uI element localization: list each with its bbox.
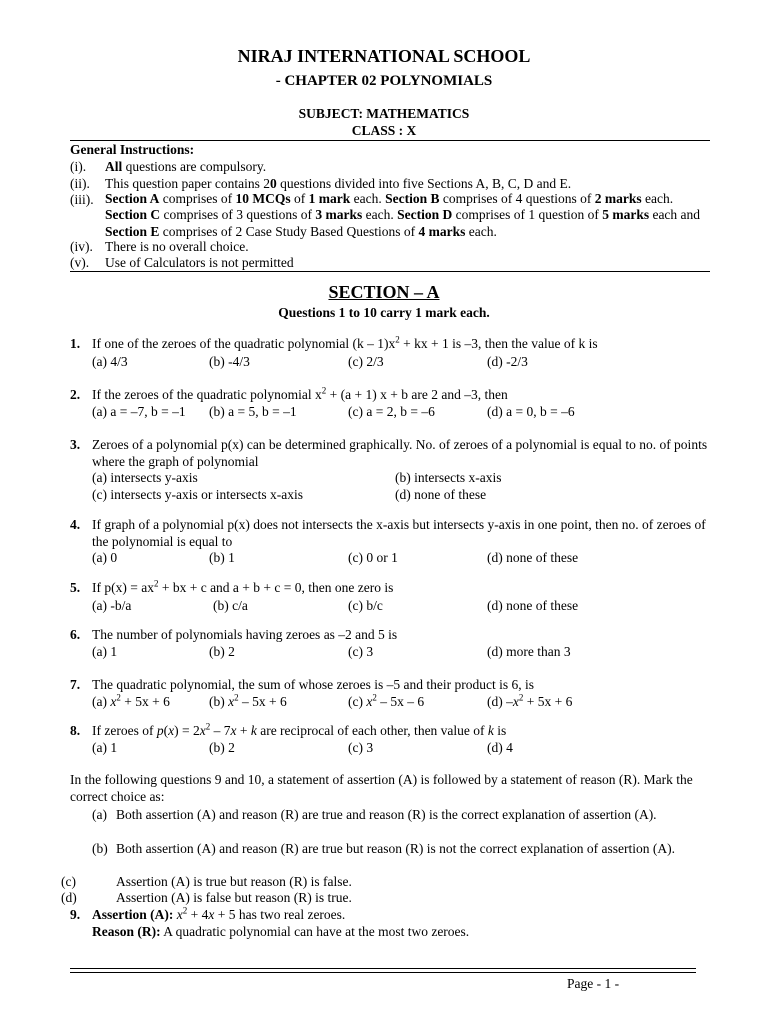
option-c: (c) 3 — [348, 644, 374, 659]
choice-d-text: Assertion (A) is false but reason (R) is true. — [116, 890, 352, 905]
option-b: (b) 2 — [209, 644, 235, 659]
option-d: (d) more than 3 — [487, 644, 571, 659]
instructions-divider — [70, 271, 710, 272]
choice-a-label: (a) — [92, 807, 107, 822]
question-stem: If zeroes of $p(x) = 2x^2 - 7x + k$ are reciprocal of each other, then value of k is — [92, 721, 507, 738]
option-d: (d) -2/3 — [487, 354, 528, 369]
option-a: (a) intersects y-axis — [92, 470, 198, 485]
question-9-assertion — [92, 906, 692, 923]
option-a: (a) 4/3 — [92, 354, 128, 369]
section-title: SECTION – A — [328, 282, 440, 302]
question-number: 4. — [70, 517, 81, 532]
option-d: (d) 4 — [487, 740, 513, 755]
assertion-intro: In the following questions 9 and 10, a statement of assertion (A) is followed by a statement of reason (R). Mark the correct choice as: — [70, 772, 693, 804]
subject-line: SUBJECT: MATHEMATICS — [298, 106, 470, 121]
choice-c-label: (c) — [61, 874, 76, 889]
question-stem: If one of the zeroes of the quadratic polynomial $(k - 1)x^2$ + kx + 1 is –3, then the value of k is — [92, 334, 598, 351]
choice-d-label: (d) — [61, 890, 77, 905]
option-c: (c) b/c — [348, 598, 383, 613]
instruction-number: (iv). — [70, 239, 93, 254]
option-b: (b) -4/3 — [209, 354, 250, 369]
question-number: 5. — [70, 580, 81, 595]
option-b: (b) a = 5, b = –1 — [209, 404, 297, 419]
option-c: (c) a = 2, b = –6 — [348, 404, 435, 419]
question-stem: If $p(x) = ax^2$ + bx + c and a + b + c = 0, then one zero is — [92, 578, 394, 595]
question-stem: Zeroes of a polynomial p(x) can be determined graphically. No. of zeroes of a polynomial is equal to no. of points where the graph of polynomial — [92, 437, 708, 469]
option-c: (c) 0 or 1 — [348, 550, 398, 565]
option-d: (d) none of these — [395, 487, 487, 502]
option-a: (a) a = –7, b = –1 — [92, 404, 186, 419]
instruction-text: There is no overall choice. — [105, 239, 249, 254]
question-number: 1. — [70, 336, 81, 351]
reason-statement: A quadratic polynomial can have at the most two zeroes. — [163, 924, 470, 939]
instructions-heading: General Instructions: — [70, 142, 195, 157]
question-stem: The quadratic polynomial, the sum of whose zeroes is –5 and their product is 6, is — [92, 677, 535, 692]
option-b: (b) 2 — [209, 740, 235, 755]
option-a: (a) 0 — [92, 550, 118, 565]
question-9-reason — [92, 923, 692, 940]
instruction-number: (v). — [70, 255, 90, 270]
option-a: (a) $x^2 + 5x + 6$ — [92, 692, 170, 709]
question-stem: If the zeroes of the quadratic polynomial $x^2 + (a + 1) x + b$ are 2 and –3, then — [92, 385, 508, 402]
option-c: (c) intersects y-axis or intersects x-axis — [92, 487, 304, 502]
instruction-number: (iii). — [70, 192, 94, 207]
instruction-text: All questions are compulsory. — [105, 159, 267, 174]
class-line: CLASS : X — [351, 123, 417, 138]
option-c: (c) $x^2 - 5x - 6$ — [348, 692, 425, 709]
question-9-number: 9. — [70, 907, 81, 922]
option-b: (b) 1 — [209, 550, 235, 565]
question-stem: The number of polynomials having zeroes as –2 and 5 is — [92, 627, 398, 642]
question-number: 6. — [70, 627, 81, 642]
section-subtitle: Questions 1 to 10 carry 1 mark each. — [278, 305, 490, 320]
reason-label: Reason (R): — [92, 924, 161, 939]
school-name: NIRAJ INTERNATIONAL SCHOOL — [237, 46, 531, 66]
question-stem: If graph of a polynomial p(x) does not intersects the x-axis but intersects y-axis in one point, then no. of zeroes of the polynomial is equal to — [92, 517, 706, 549]
option-a: (a) 1 — [92, 644, 118, 659]
question-number: 2. — [70, 387, 81, 402]
instruction-number: (i). — [70, 159, 87, 174]
option-b: (b) $x^2 - 5x + 6$ — [209, 692, 287, 709]
question-number: 8. — [70, 723, 81, 738]
choice-b-label: (b) — [92, 841, 108, 856]
instruction-text: This question paper contains 20 questions divided into five Sections A, B, C, D and E. — [105, 176, 572, 191]
choice-b-text: Both assertion (A) and reason (R) are true but reason (R) is not the correct explanation of assertion (A). — [116, 841, 675, 856]
choice-a-text: Both assertion (A) and reason (R) are true and reason (R) is the correct explanation of assertion (A). — [116, 807, 657, 822]
option-d: (d) a = 0, b = –6 — [487, 404, 575, 419]
option-b: (b) intersects x-axis — [395, 470, 502, 485]
option-a: (a) 1 — [92, 740, 118, 755]
assertion-label: Assertion (A): — [92, 907, 174, 922]
assertion-statement: $x^2 + 4x + 5$ has two real zeroes. — [176, 905, 346, 922]
question-number: 7. — [70, 677, 81, 692]
option-b: (b) c/a — [213, 598, 248, 613]
option-d: (d) none of these — [487, 598, 579, 613]
option-a: (a) -b/a — [92, 598, 132, 613]
option-c: (c) 3 — [348, 740, 374, 755]
option-d: (d) $-x^2 + 5x + 6$ — [487, 692, 573, 709]
instruction-number: (ii). — [70, 176, 90, 191]
chapter-title: - CHAPTER 02 POLYNOMIALS — [275, 73, 493, 89]
footer-divider-bottom — [70, 972, 696, 973]
option-c: (c) 2/3 — [348, 354, 384, 369]
instruction-text: Use of Calculators is not permitted — [105, 255, 294, 270]
choice-c-text: Assertion (A) is true but reason (R) is false. — [116, 874, 352, 889]
option-d: (d) none of these — [487, 550, 579, 565]
page-number: Page - 1 - — [567, 976, 620, 991]
footer-divider-top — [70, 968, 696, 969]
instruction-text: Section A comprises of 10 MCQs of 1 mark each. Section B comprises of 4 questions of 2 marks each. Section C comprises of 3 questions of 3 marks each. Section D comprises of 1 question of 5 marks each and Section E comprises of 2 Case Study Based Questions of 4 marks each. — [105, 191, 701, 239]
question-number: 3. — [70, 437, 81, 452]
